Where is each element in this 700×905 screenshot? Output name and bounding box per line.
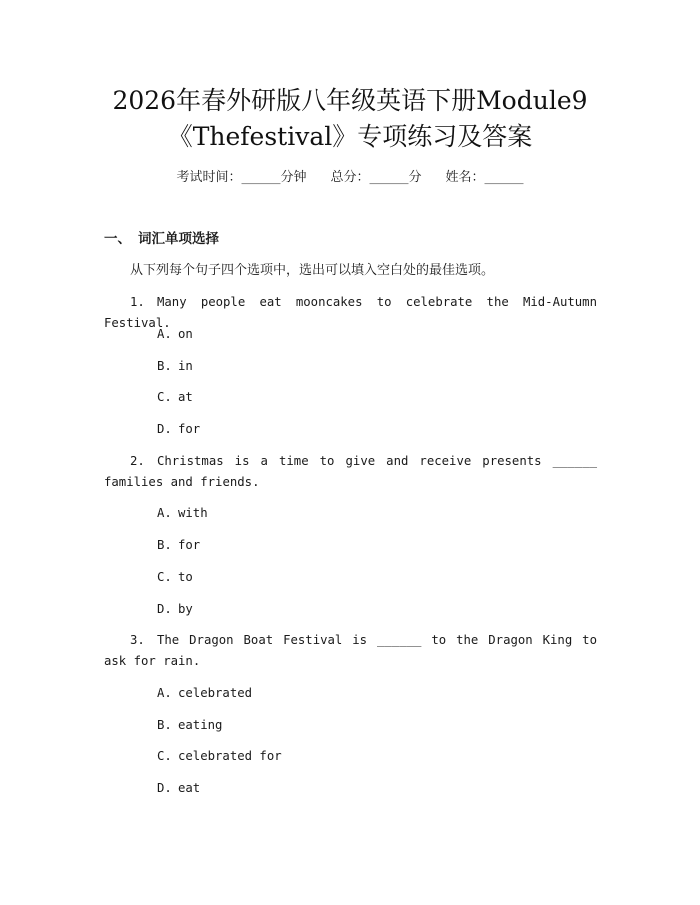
question-1-option-b xyxy=(157,356,193,376)
option-letter: C. xyxy=(157,570,172,584)
question-3-option-b xyxy=(157,715,222,735)
section-instruction: 从下列每个句子四个选项中，选出可以填入空白处的最佳选项。 xyxy=(130,263,495,278)
option-letter: D. xyxy=(157,781,172,795)
option-letter: D. xyxy=(157,602,172,616)
option-text: eating xyxy=(178,718,223,732)
option-letter: B. xyxy=(157,538,172,552)
option-text: on xyxy=(178,327,193,341)
question-3-option-c xyxy=(157,746,282,766)
question-number: 1. xyxy=(130,295,145,309)
option-text: eat xyxy=(178,781,201,795)
question-3-option-d xyxy=(157,778,200,798)
question-1-option-d xyxy=(157,419,200,439)
option-text: for xyxy=(178,538,201,552)
section-number: 一、 xyxy=(104,231,131,247)
option-text: celebrated xyxy=(178,686,253,700)
option-letter: B. xyxy=(157,359,172,373)
option-letter: A. xyxy=(157,686,172,700)
question-2-option-c xyxy=(157,567,193,587)
question-1-option-c xyxy=(157,387,193,407)
option-letter: B. xyxy=(157,718,172,732)
section-title: 词汇单项选择 xyxy=(138,231,219,247)
question-text: Many people eat mooncakes to celebrate the Mid-Autumn Festival. xyxy=(104,295,597,330)
exam-time-label: 考试时间：______分钟 xyxy=(176,170,307,185)
question-1-option-a xyxy=(157,324,193,344)
option-letter: C. xyxy=(157,749,172,763)
question-3 xyxy=(104,630,597,671)
question-3-option-a xyxy=(157,683,252,703)
option-text: celebrated for xyxy=(178,749,282,763)
page-title-line-2: 《Thefestival》专项练习及答案 xyxy=(167,122,533,151)
option-text: to xyxy=(178,570,193,584)
option-letter: A. xyxy=(157,506,172,520)
option-text: with xyxy=(178,506,208,520)
option-text: in xyxy=(178,359,193,373)
option-letter: D. xyxy=(157,422,172,436)
question-number: 3. xyxy=(130,633,145,647)
option-letter: A. xyxy=(157,327,172,341)
question-2 xyxy=(104,451,597,492)
option-text: by xyxy=(178,602,193,616)
section-heading xyxy=(104,229,219,249)
question-2-option-b xyxy=(157,535,200,555)
question-2-option-a xyxy=(157,503,208,523)
total-score-label: 总分：______分 xyxy=(330,170,422,185)
question-text: Christmas is a time to give and receive presents ______ families and friends. xyxy=(104,454,597,489)
question-text: The Dragon Boat Festival is ______ to the Dragon King to ask for rain. xyxy=(104,633,597,668)
option-letter: C. xyxy=(157,390,172,404)
page-title-line-1: 2026年春外研版八年级英语下册Module9 xyxy=(112,86,588,115)
question-number: 2. xyxy=(130,454,145,468)
exam-meta xyxy=(0,168,700,188)
question-2-option-d xyxy=(157,599,193,619)
student-name-label: 姓名：______ xyxy=(445,170,524,185)
option-text: at xyxy=(178,390,193,404)
option-text: for xyxy=(178,422,201,436)
